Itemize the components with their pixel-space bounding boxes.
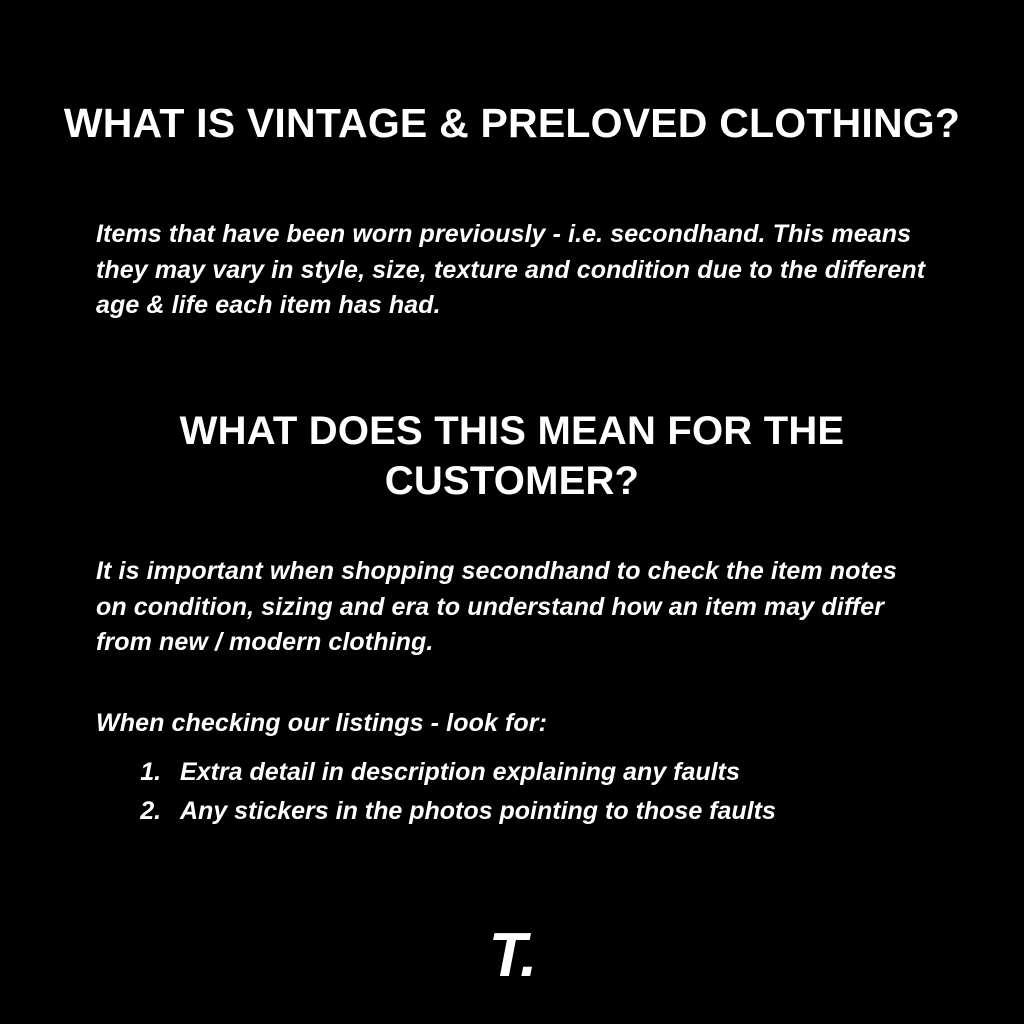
list-item: 1. Extra detail in description explaining any faults <box>168 753 968 792</box>
logo-mark: T. <box>488 921 536 990</box>
page-title: WHAT IS VINTAGE & PRELOVED CLOTHING? <box>63 100 961 147</box>
guidance-paragraph: It is important when shopping secondhand to check the item notes on condition, sizing and era to understand how an item may differ from new / modern clothing. <box>96 557 897 656</box>
definition-paragraph: Items that have been worn previously - i.e. secondhand. This means they may vary in style, size, texture and condition due to the different age & life each item has had. <box>96 220 926 319</box>
brand-logo <box>0 921 1024 990</box>
checklist <box>122 753 968 831</box>
checklist-intro: When checking our listings - look for: <box>96 709 548 737</box>
section-heading: WHAT DOES THIS MEAN FOR THE CUSTOMER? <box>179 409 845 504</box>
list-item: 2. Any stickers in the photos pointing to those faults <box>168 792 968 831</box>
